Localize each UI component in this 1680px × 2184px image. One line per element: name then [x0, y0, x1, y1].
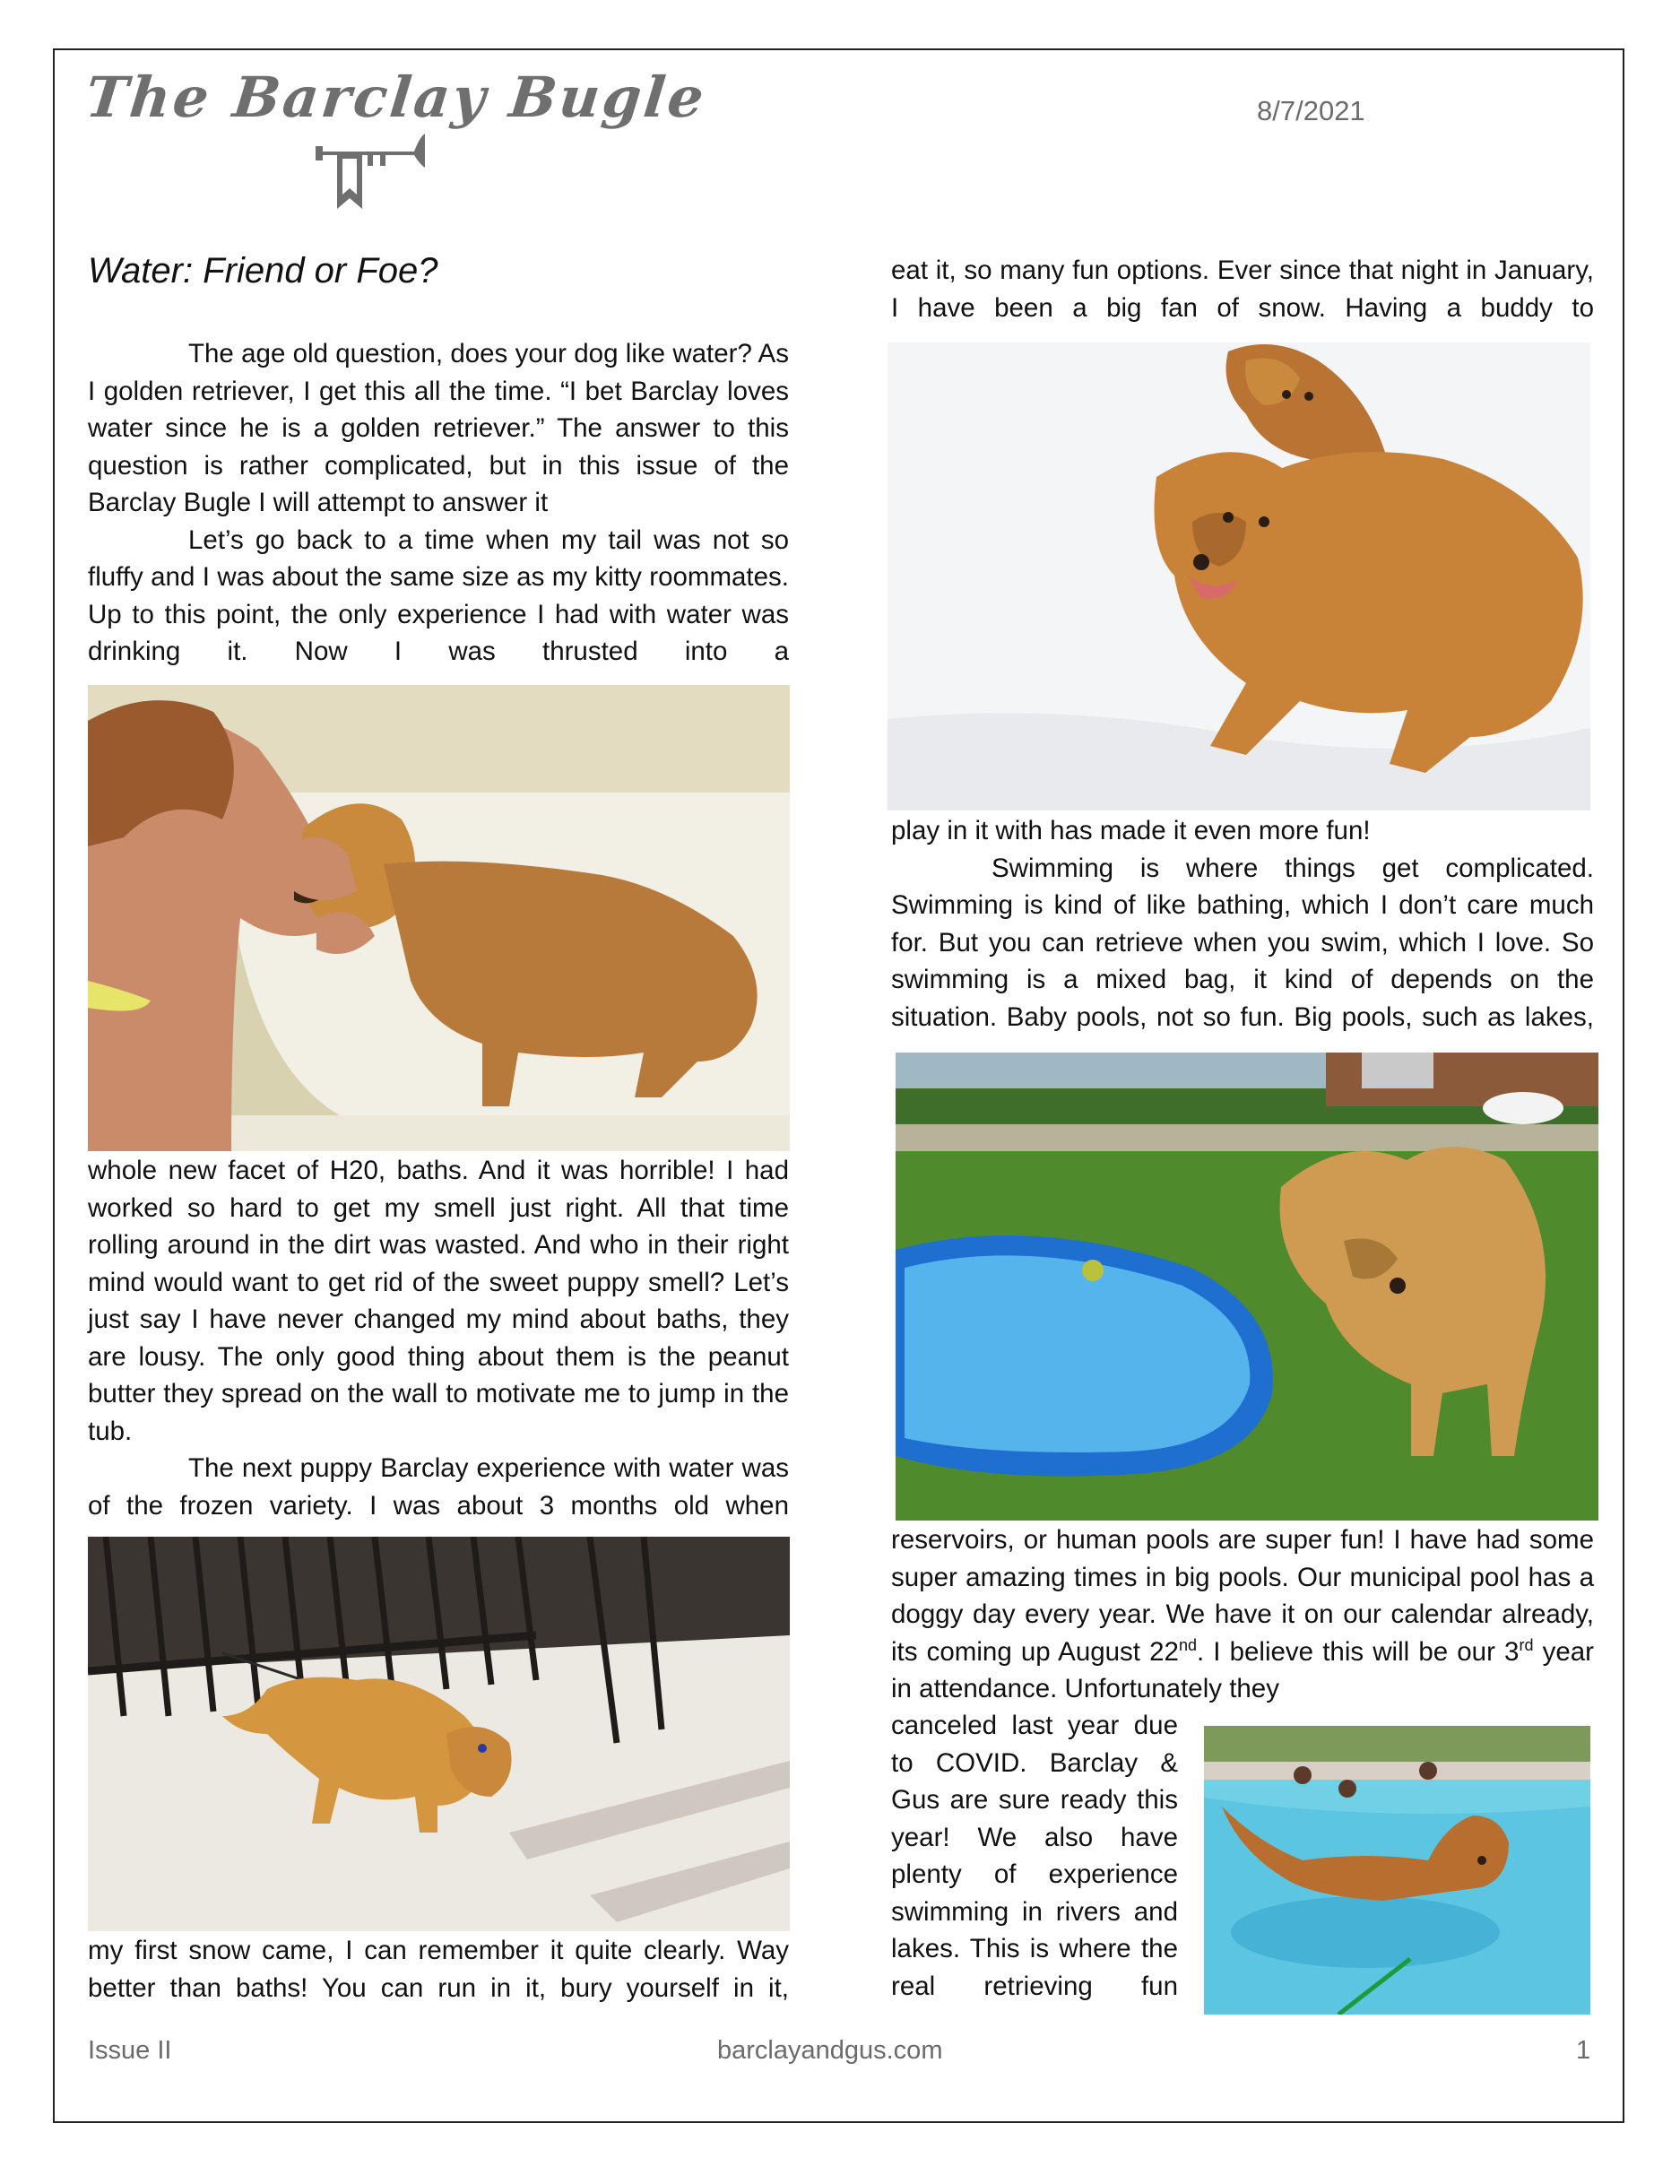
- paragraph: Let’s go back to a time when my tail was not so fluffy and I was about the same size as my kitty roommates. Up to this point, the only experience I had with water was drinking it. Now I was thrusted into a: [88, 524, 789, 666]
- paragraph: reservoirs, or human pools are super fun! I have had some super amazing times in big pools. Our municipal pool has a doggy day every year. We have it on our calendar already, its coming up August 22nd. I believe this will be our 3rd year in attendance. Unfortunately they: [891, 1525, 1594, 1703]
- paragraph: Swimming is where things get complicated. Swimming is kind of like bathing, which I don’t care much for. But you can retrieve when you swim, which I love. So swimming is a mixed bag, it kind of depends on the situation. Baby pools, not so fun. Big pools, such as lakes,: [891, 853, 1594, 1032]
- puppy-bath-photo: [88, 685, 790, 1151]
- right-text-block-4: [891, 1707, 1178, 2005]
- paragraph: eat it, so many fun options. Ever since that night in January, I have been a big fan of snow. Having a buddy to: [891, 256, 1594, 323]
- footer-issue: Issue II: [88, 2036, 172, 2065]
- paragraph: canceled last year due to COVID. Barclay & Gus are sure ready this year! We also have plenty of experience swimming in rivers and lakes. This is where the real retrieving fun: [891, 1711, 1178, 2001]
- issue-date: 8/7/2021: [1257, 95, 1365, 126]
- dog-swimming-pool-photo: [1204, 1726, 1590, 2015]
- right-text-block-2: [891, 812, 1594, 1036]
- left-text-block-3: [88, 1932, 789, 2006]
- article-headline: Water: Friend or Foe?: [88, 251, 438, 290]
- left-text-block-1: [88, 335, 789, 671]
- masthead-title: The Barclay Bugle: [82, 65, 710, 130]
- dogs-running-snow-photo: [888, 342, 1590, 810]
- paragraph: my first snow came, I can remember it quite clearly. Way better than baths! You can run in it, bury yourself in it,: [88, 1936, 789, 2003]
- puppy-snow-steps-photo: [88, 1537, 790, 1931]
- paragraph: whole new facet of H20, baths. And it was horrible! I had worked so hard to get my smell just right. All that time rolling around in the dirt was wasted. And who in their right mind would want to get rid of the sweet puppy smell? Let’s just say I have never changed my mind about baths, they are lousy. The only good thing about them is the peanut butter they spread on the wall to motivate me to jump in the tub.: [88, 1156, 789, 1446]
- footer-page-number: 1: [1576, 2036, 1591, 2065]
- right-text-block-3: [891, 1521, 1594, 1708]
- footer-website[interactable]: barclayandgus.com: [717, 2036, 943, 2065]
- paragraph: play in it with has made it even more fun!: [891, 816, 1371, 845]
- paragraph: The next puppy Barclay experience with water was of the frozen variety. I was about 3 months old when: [88, 1453, 789, 1521]
- left-text-block-2: [88, 1152, 789, 1524]
- dog-kiddie-pool-photo: [896, 1053, 1598, 1521]
- trumpet-banner-icon: [314, 132, 430, 217]
- paragraph: The age old question, does your dog like water? As I golden retriever, I get this all the time. “I bet Barclay loves water since he is a golden retriever.” The answer to this question is rather complicated, but in this issue of the Barclay Bugle I will attempt to answer it: [88, 339, 789, 517]
- right-text-block-1: [891, 252, 1594, 326]
